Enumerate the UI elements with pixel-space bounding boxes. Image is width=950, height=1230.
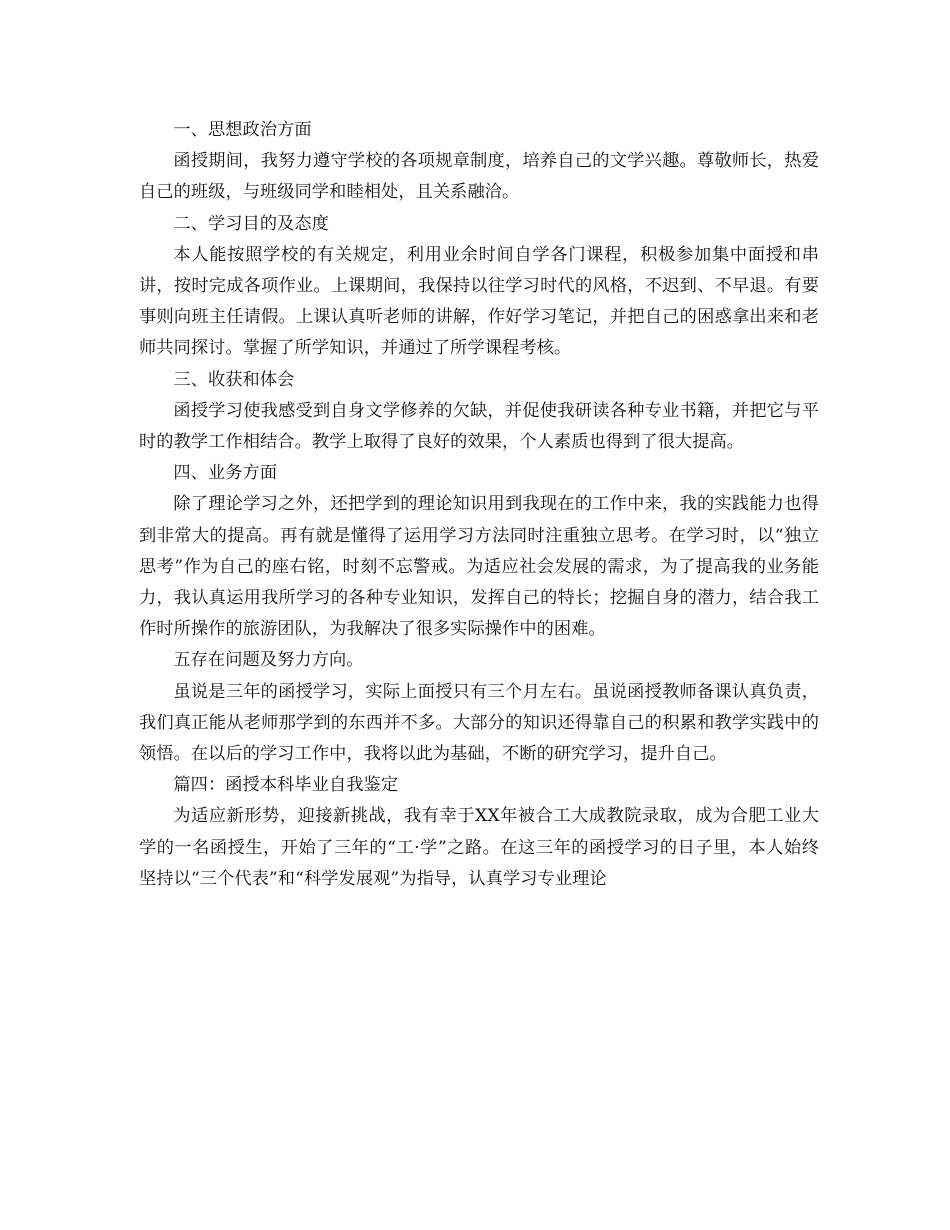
section-heading-problems: 五存在问题及努力方向。 xyxy=(173,650,364,671)
paragraph-business: 除了理论学习之外，还把学到的理论知识用到我现在的工作中来，我的实践能力也得到非常大的提高。再有就是懂得了运用学习方法同时注重独立思考。在学习时，以“独立思考”作为自己的座右铭，时刻不忘警戒。为适应社会发展的需求，为了提高我的业务能力，我认真运用我所学习的各种专业知识，发挥自己的特长；挖掘自身的潜力，结合我工作时所操作的旅游团队，为我解决了很多实际操作中的困难。 xyxy=(139,494,819,640)
paragraph-problems: 虽说是三年的函授学习，实际上面授只有三个月左右。虽说函授教师备课认真负责，我们真正能从老师那学到的东西并不多。大部分的知识还得靠自己的积累和教学实践中的领悟。在以后的学习工作中，我将以此为基础，不断的研究学习，提升自己。 xyxy=(139,681,819,765)
paragraph-study-purpose: 本人能按照学校的有关规定，利用业余时间自学各门课程，积极参加集中面授和串讲，按时完成各项作业。上课期间，我保持以往学习时代的风格，不迟到、不早退。有要事则向班主任请假。上课认真听老师的讲解，作好学习笔记，并把自己的困惑拿出来和老师共同探讨。掌握了所学知识，并通过了所学课程考核。 xyxy=(139,244,819,359)
section-heading-political: 一、思想政治方面 xyxy=(173,120,312,140)
paragraph-gains: 函授学习使我感受到自身文学修养的欠缺，并促使我研读各种专业书籍，并把它与平时的教学工作相结合。教学上取得了良好的效果，个人素质也得到了很大提高。 xyxy=(139,400,819,453)
paragraph-political: 函授期间，我努力遵守学校的各项规章制度，培养自己的文学兴趣。尊敬师长，热爱自己的班级，与班级同学和睦相处，且关系融洽。 xyxy=(139,151,819,203)
document-body xyxy=(139,115,819,895)
article-heading-part-four: 篇四：函授本科毕业自我鉴定 xyxy=(173,775,399,796)
section-heading-study-purpose: 二、学习目的及态度 xyxy=(173,213,329,234)
section-heading-gains: 三、收获和体会 xyxy=(173,369,295,390)
section-heading-business: 四、业务方面 xyxy=(173,463,278,484)
paragraph-part-four-intro: 为适应新形势，迎接新挑战，我有幸于XX年被合工大成教院录取，成为合肥工业大学的一名函授生，开始了三年的“工·学”之路。在这三年的函授学习的日子里，本人始终坚持以“三个代表”和“科学发展观”为指导，认真学习专业理论 xyxy=(139,806,819,889)
